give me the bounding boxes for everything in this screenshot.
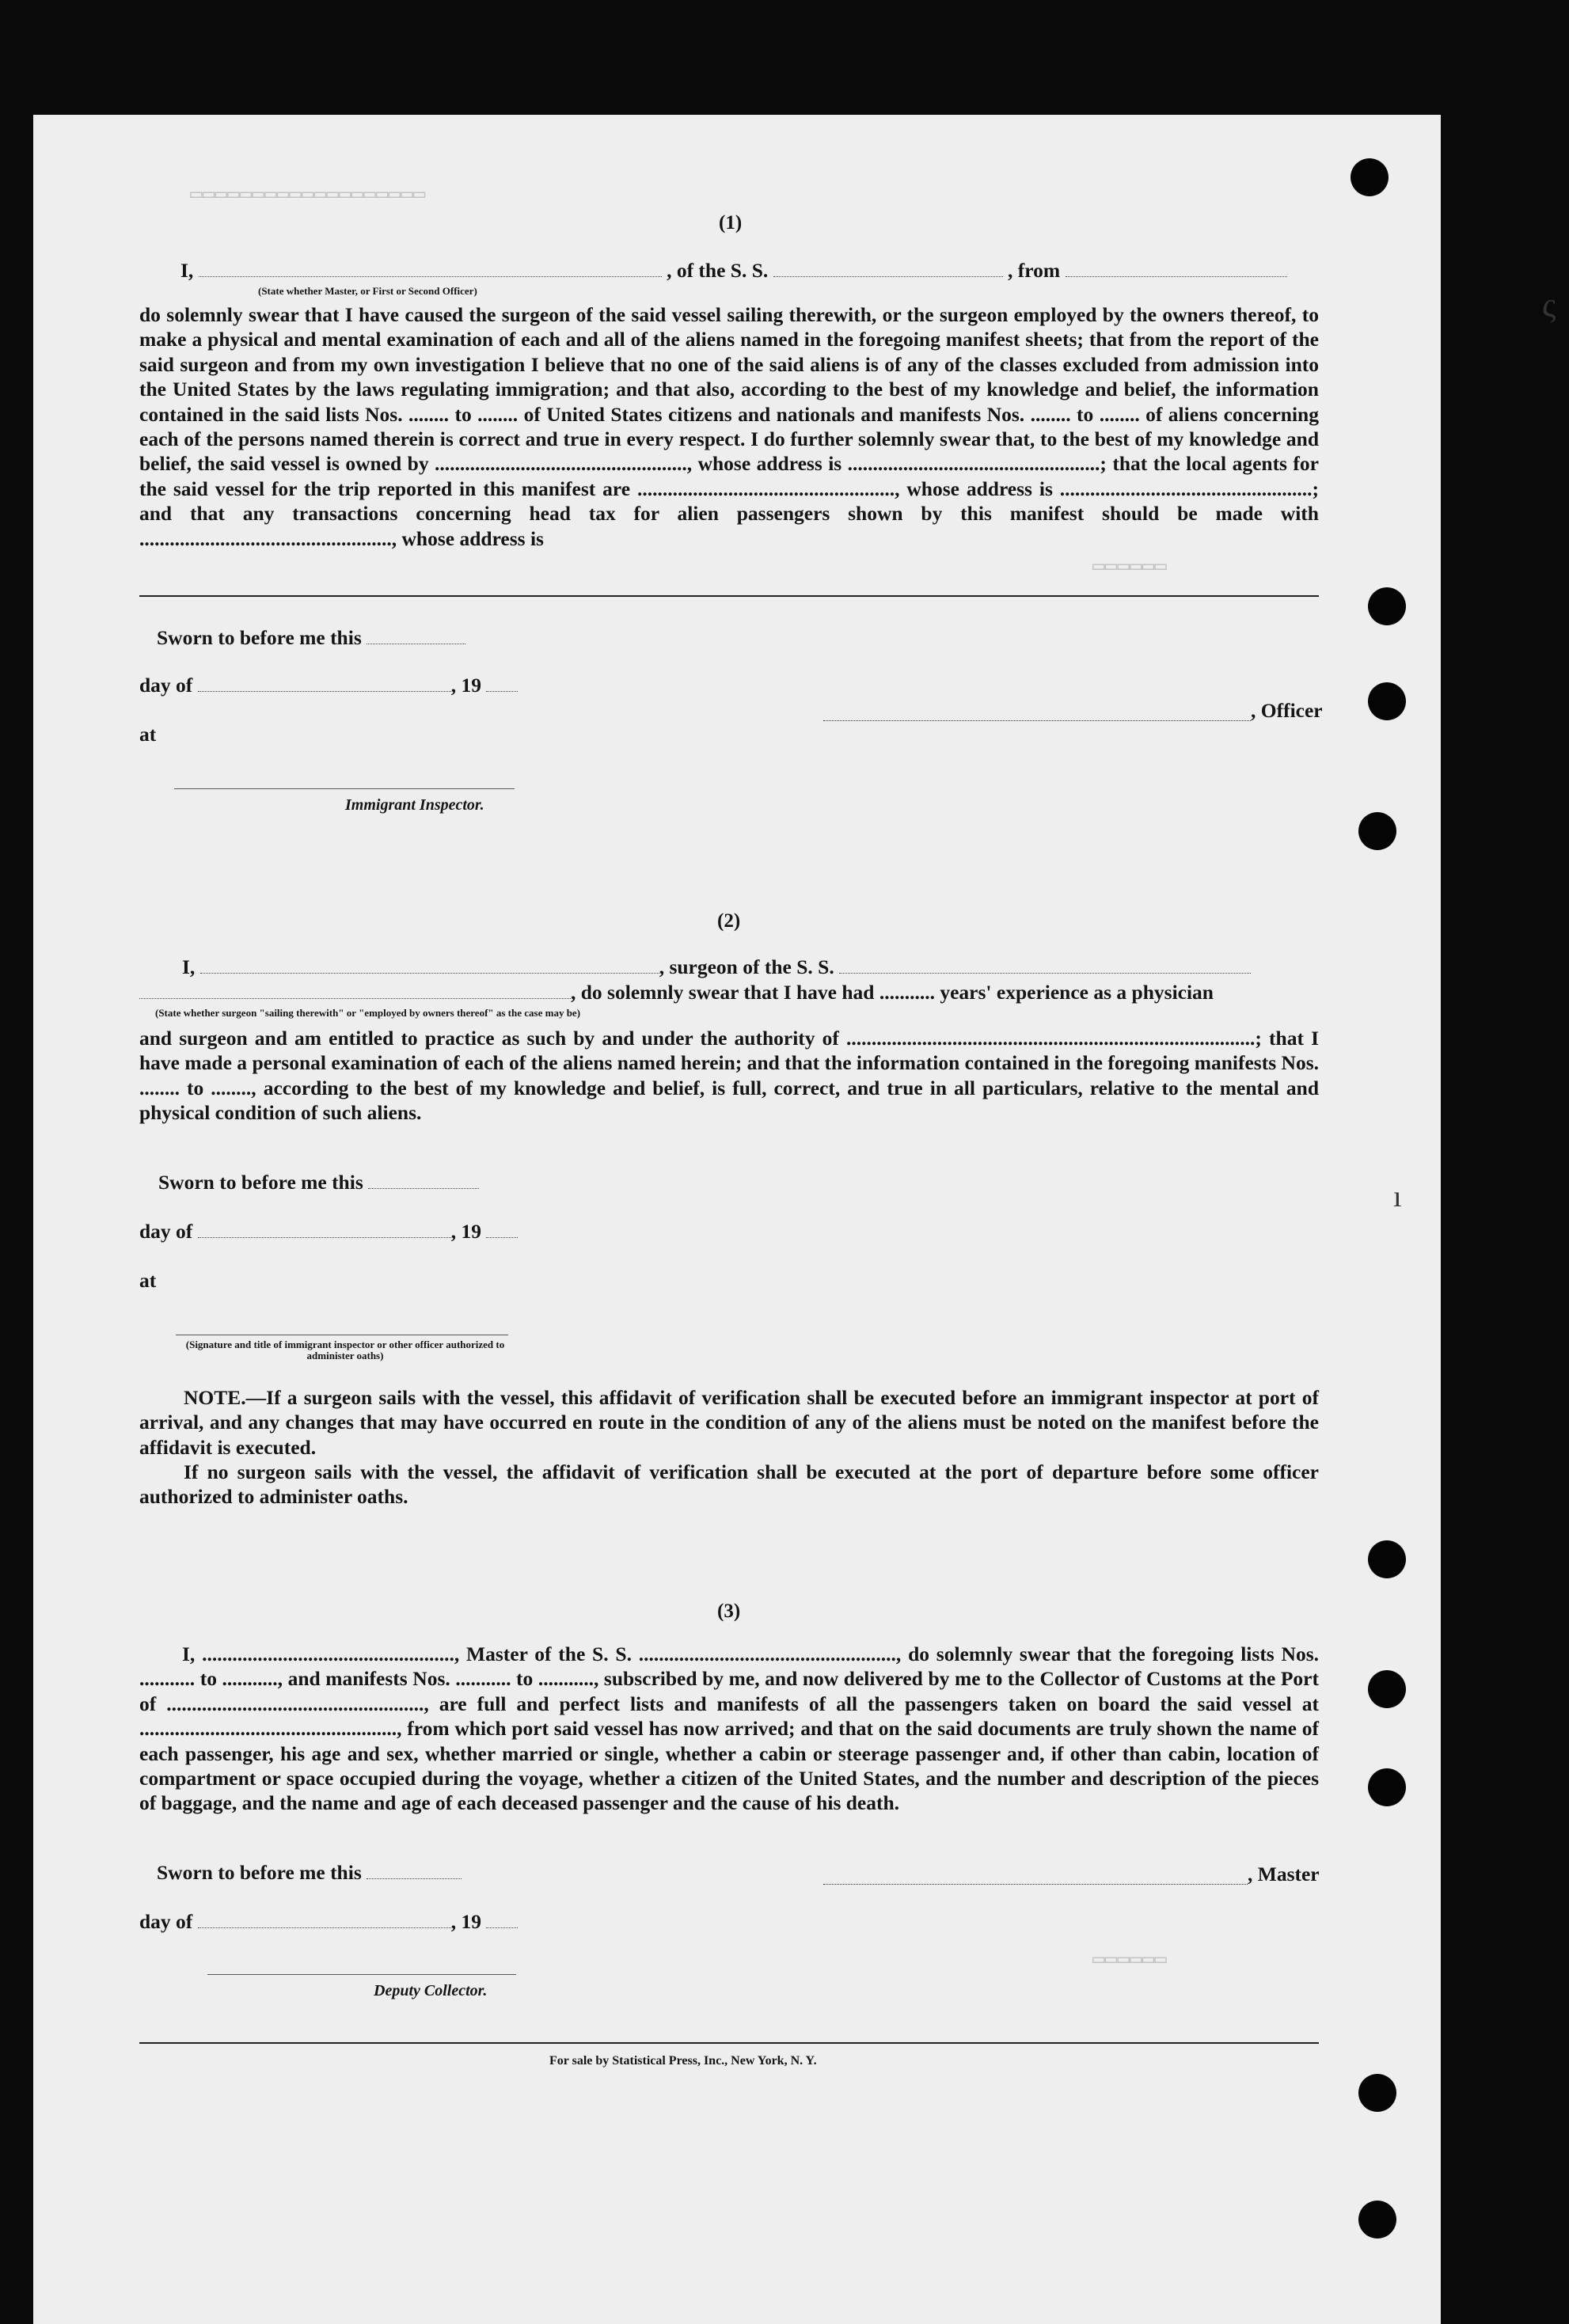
footer-text: For sale by Statistical Press, Inc., New York, N. Y.: [549, 2054, 817, 2068]
line-mid: , of the S. S.: [667, 259, 769, 282]
punch-hole: [1368, 682, 1406, 720]
line2-text: , do solemnly swear that I have had ........... years' experience as a physician: [571, 981, 1214, 1004]
footer-rule: [139, 2042, 1319, 2044]
affidavit-2-line1: [182, 955, 1251, 979]
line-end: , from: [1008, 259, 1061, 282]
year-label: , 19: [450, 1910, 481, 1933]
note-text: NOTE.—If a surgeon sails with the vessel, this affidavit of verification shall be executed before an immigrant inspector at port of arrival, and any changes that may have occurred en route in the condition of any of the aliens must be noted on the manifest before the affidavit is executed.: [139, 1386, 1319, 1459]
pencil-mark: ı: [1393, 1180, 1402, 1213]
at-label: at: [139, 723, 157, 746]
punch-hole: [1368, 1540, 1406, 1578]
at-1: [139, 722, 156, 746]
vessel-blank: [839, 959, 1251, 974]
note-text-2: If no surgeon sails with the vessel, the affidavit of verification shall be executed at the port of departure before some officer authorized to administer oaths.: [139, 1460, 1319, 1509]
line-start: I,: [182, 955, 196, 978]
at-2: [139, 1268, 156, 1293]
signature-note: [179, 1339, 511, 1361]
vessel-blank: [773, 262, 1003, 277]
sworn-1: [157, 625, 465, 650]
punch-hole: [1368, 587, 1406, 625]
day-blank: [198, 677, 451, 692]
year-blank: [486, 1223, 518, 1238]
signature-line: [823, 720, 1251, 721]
affidavit-3-number: (3): [717, 1601, 741, 1622]
at-label: at: [139, 1269, 157, 1292]
bleed-through-text: ▭▭▭▭▭▭: [1092, 555, 1167, 579]
sworn-blank: [368, 1174, 479, 1189]
sworn-blank: [367, 629, 465, 644]
sworn-label: Sworn to before me this: [157, 626, 362, 649]
punch-hole: [1368, 1670, 1406, 1708]
sworn-label: Sworn to before me this: [158, 1171, 363, 1194]
surgeon-status-blank: [139, 984, 571, 999]
pencil-mark: ς: [1542, 286, 1556, 325]
officer-blank: [199, 262, 662, 277]
sworn-2: [158, 1170, 479, 1194]
punch-hole: [1351, 158, 1389, 196]
sworn-3: [157, 1860, 462, 1885]
inspector-line: [174, 788, 515, 789]
day-2: [139, 1219, 518, 1244]
punch-hole: [1358, 2074, 1396, 2112]
day-1: [139, 673, 518, 697]
affidavit-2-body: and surgeon and am entitled to practice as such by and under the authority of .................................................................................; that I have made a personal examination of each of the aliens named herein; and that the information contained in the foregoing manifests Nos. ........ to ........, according to the best of my knowledge and belief, is full, correct, and true in all particulars, relative to the mental and physical condition of such aliens.: [139, 1027, 1319, 1125]
port-blank: [1066, 262, 1287, 277]
surgeon-blank: [200, 959, 659, 974]
collector-line: [207, 1974, 516, 1975]
affidavit-3-text: I, .................................................., Master of the S. S. ..................................................., do solemnly swear that the foregoing lists Nos. ........... to ..........., and manifests Nos. ........... to ..........., subscribed by me, and now delivered by me to the Collector of Customs at the Port of ..................................................., are full and perfect lists and manifests of all the passengers taken on board the said vessel at ..................................................., from which port said vessel has now arrived; and that on the said documents are truly shown the name of each passenger, his age and sex, whether married or single, whether a cabin or steerage passenger and, if other than cabin, location of compartment or space occupied during the voyage, whether a citizen of the United States, and the number and description of the pieces of baggage, and the name and age of each deceased passenger and the cause of his death.: [139, 1642, 1319, 1815]
day-3: [139, 1909, 518, 1934]
punch-hole: [1358, 812, 1396, 850]
inspector-label: Immigrant Inspector.: [345, 796, 484, 814]
day-blank: [198, 1223, 451, 1238]
affidavit-2-note: (State whether surgeon "sailing therewith" or "employed by owners thereof" as the case may be): [155, 1007, 581, 1019]
day-label: day of: [139, 674, 193, 697]
day-blank: [198, 1913, 451, 1928]
collector-label: Deputy Collector.: [374, 1982, 488, 1999]
officer-label: , Officer: [1251, 699, 1323, 722]
affidavit-3-body: [139, 1642, 1319, 1816]
day-label: day of: [139, 1220, 193, 1243]
affidavit-1-body: do solemnly swear that I have caused the surgeon of the said vessel sailing therewith, or the surgeon employed by the owners thereof, to make a physical and mental examination of each and all of the aliens named in the foregoing manifest sheets; that from the report of the said surgeon and from my own investigation I believe that no one of the said aliens is of any of the classes excluded from admission into the United States by the laws regulating immigration; and that also, according to the best of my knowledge and belief, the information contained in the said lists Nos. ........ to ........ of United States citizens and nationals and manifests Nos. ........ to ........ of aliens concerning each of the persons named therein is correct and true in every respect. I do further solemnly swear that, to the best of my knowledge and belief, the said vessel is owned by .................................................., whose address is ..................................................; that the local agents for the said vessel for the trip reported in this manifest are ..................................................., whose address is ..................................................; and that any transactions concerning head tax for alien passengers shown by this manifest should be made with .................................................., whose address is: [139, 303, 1319, 550]
affidavit-1-number: (1): [719, 212, 743, 234]
note-paragraph-2: [139, 1460, 1319, 1509]
separator-line: [139, 595, 1319, 597]
note-paragraph-1: [139, 1385, 1319, 1460]
signature-note-text: (Signature and title of immigrant inspector or other officer authorized to administer oaths): [185, 1339, 505, 1361]
sworn-blank: [367, 1864, 462, 1879]
year-blank: [486, 1913, 518, 1928]
master-label: , Master: [1248, 1863, 1320, 1885]
affidavit-2-number: (2): [717, 910, 741, 932]
bleed-through-text: ▭▭▭▭▭▭: [1092, 1948, 1167, 1972]
bleed-through-text: ▭▭▭▭▭▭▭▭▭▭▭▭▭▭▭▭▭▭▭: [190, 183, 426, 207]
line-start: I,: [180, 259, 194, 282]
day-label: day of: [139, 1910, 193, 1933]
punch-hole: [1368, 1768, 1406, 1806]
master-signature-line: [823, 1884, 1248, 1885]
year-label: , 19: [450, 674, 481, 697]
year-label: , 19: [450, 1220, 481, 1243]
sworn-label: Sworn to before me this: [157, 1861, 362, 1884]
affidavit-1-note: (State whether Master, or First or Second Officer): [258, 285, 477, 297]
line-end: , surgeon of the S. S.: [659, 955, 834, 978]
punch-hole: [1358, 2201, 1396, 2239]
year-blank: [486, 677, 518, 692]
